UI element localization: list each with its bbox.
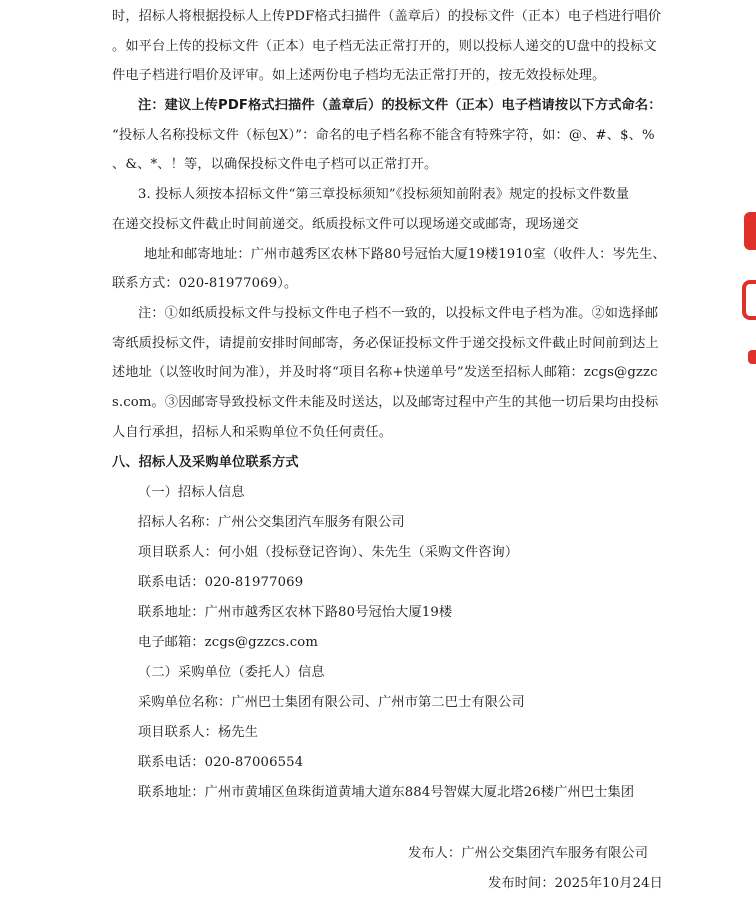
paragraph-line: 。如平台上传的投标文件（正本）电子档无法正常打开的，则以投标人递交的U盘中的投标文 <box>112 39 657 54</box>
seal-fragment <box>742 280 756 320</box>
paragraph-line: 、&、*、！等，以确保投标文件电子档可以正常打开。 <box>112 157 438 172</box>
paragraph-line: 人自行承担，招标人和采购单位不负任何责任。 <box>112 425 393 440</box>
info-line: 项目联系人：何小姐（投标登记咨询）、朱先生（采购文件咨询） <box>138 545 519 560</box>
subsection-heading: （二）采购单位（委托人）信息 <box>138 665 325 680</box>
info-line: 联系地址：广州市黄埔区鱼珠街道黄埔大道东884号智媒大厦北塔26楼广州巴士集团 <box>138 785 635 800</box>
info-line: 采购单位名称：广州巴士集团有限公司、广州市第二巴士有限公司 <box>138 695 525 710</box>
info-line: 联系电话：020-87006554 <box>138 755 304 770</box>
info-line: 联系电话：020-81977069 <box>138 575 304 590</box>
paragraph-line: 3. 投标人须按本招标文件“第三章投标须知”《投标须知前附表》规定的投标文件数量 <box>138 187 630 202</box>
publish-date-line: 发布时间：2025年10月24日 <box>488 876 664 891</box>
info-line: 项目联系人：杨先生 <box>138 725 259 740</box>
publisher-line: 发布人：广州公交集团汽车服务有限公司 <box>408 846 649 861</box>
info-line: 招标人名称：广州公交集团汽车服务有限公司 <box>138 515 405 530</box>
seal-fragment <box>744 212 756 250</box>
paragraph-line: 在递交投标文件截止时间前递交。纸质投标文件可以现场递交或邮寄，现场递交 <box>112 217 579 232</box>
info-line: 联系地址：广州市越秀区农林下路80号冠怡大厦19楼 <box>138 605 453 620</box>
paragraph-line: 时，招标人将根据投标人上传PDF格式扫描件（盖章后）的投标文件（正本）电子档进行唱价 <box>112 9 662 24</box>
naming-note-heading: 注：建议上传PDF格式扫描件（盖章后）的投标文件（正本）电子档请按以下方式命名： <box>138 98 662 113</box>
paragraph-line: 联系方式：020-81977069）。 <box>112 276 298 291</box>
paragraph-line: 地址和邮寄地址：广州市越秀区农林下路80号冠怡大厦19楼1910室（收件人：岑先生、 <box>144 247 666 262</box>
red-seal-stamp <box>742 212 756 382</box>
paragraph-line: 寄纸质投标文件，请提前安排时间邮寄，务必保证投标文件于递交投标文件截止时间前到达上 <box>112 336 659 351</box>
paragraph-line: 述地址（以签收时间为准），并及时将“项目名称+快递单号”发送至招标人邮箱：zcgs@gzzc <box>112 365 658 380</box>
paragraph-line: “投标人名称投标文件（标包X）”：命名的电子档名称不能含有特殊字符，如：@、#、$、% <box>112 128 655 143</box>
paragraph-line: 注：①如纸质投标文件与投标文件电子档不一致的，以投标文件电子档为准。②如选择邮 <box>138 306 659 321</box>
subsection-heading: （一）招标人信息 <box>138 485 245 500</box>
paragraph-line: 件电子档进行唱价及评审。如上述两份电子档均无法正常打开的，按无效投标处理。 <box>112 68 606 83</box>
paragraph-line: s.com。③因邮寄导致投标文件未能及时送达，以及邮寄过程中产生的其他一切后果均由投标 <box>112 395 659 410</box>
section-heading: 八、招标人及采购单位联系方式 <box>112 455 299 470</box>
info-line: 电子邮箱：zcgs@gzzcs.com <box>138 635 319 650</box>
seal-fragment <box>748 350 756 364</box>
